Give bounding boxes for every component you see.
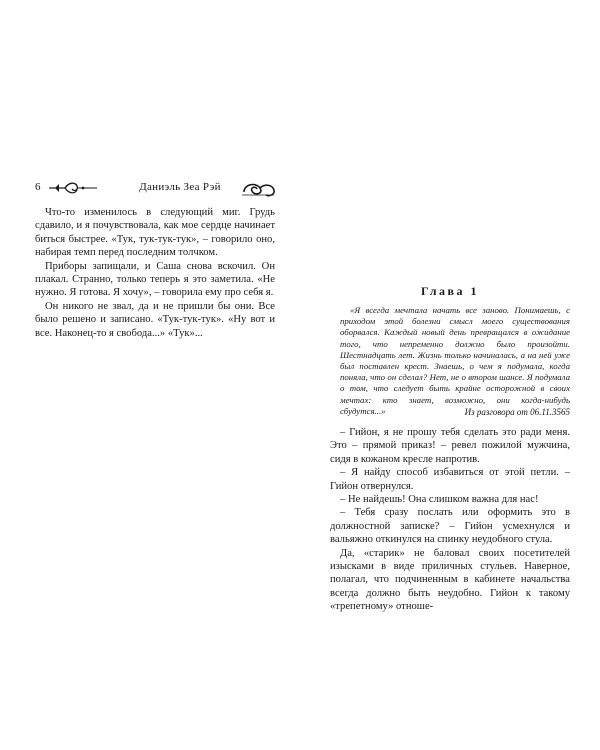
running-header-title: Даниэль Зеа Рэй bbox=[139, 181, 221, 193]
paragraph: – Тебя сразу послать или оформить это в должностной записке? – Гийон усмехнулся и вальяжно откинулся на спинку неудобного стула. bbox=[330, 507, 570, 546]
paragraph: Да, «старик» не баловал своих посетителей изысками в виде приличных стульев. Наверное, полагал, что подчиненным в кабинете начальства всегда должно быть неудобно. Гийон к такому «трепетному» отноше- bbox=[330, 547, 570, 613]
epigraph-source: Из разговора от 06.11.3565 bbox=[464, 407, 570, 417]
flourish-ornament-icon bbox=[47, 178, 99, 198]
chapter-heading: Глава 1 bbox=[421, 284, 479, 298]
paragraph: Приборы запищали, и Саша снова вскочил. Он плакал. Странно, только теперь я это заметила. «Не нужно. Я готова. Я хочу», – говорила ему про себя я. bbox=[35, 260, 275, 299]
paragraph: Что-то изменилось в следующий миг. Грудь сдавило, и я почувствовала, как мое сердце начинает биться быстрее. «Тук, тук-тук-тук», – говорило оно, набирая темп перед последним толчком. bbox=[35, 207, 275, 259]
right-body-text bbox=[330, 426, 570, 614]
page-number: 6 bbox=[35, 181, 41, 193]
running-header bbox=[35, 178, 275, 200]
right-page bbox=[300, 0, 600, 750]
paragraph: – Гийон, я не прошу тебя сделать это ради меня. Это – прямой приказ! – ревел пожилой мужчина, сидя в кожаном кресле напротив. bbox=[330, 427, 570, 465]
paragraph: Он никого не звал, да и не пришли бы они. Все было решено и записано. «Тук-тук-тук». «Ну вот и все. Наконец-то я свобода...» «Тук»... bbox=[35, 300, 275, 339]
epigraph bbox=[340, 305, 570, 417]
left-body-text bbox=[35, 206, 275, 340]
swirl-ornament-icon bbox=[240, 180, 276, 200]
paragraph: – Не найдешь! Она слишком важна для нас! bbox=[340, 494, 539, 506]
paragraph: – Я найду способ избавиться от этой петли. – Гийон отвернулся. bbox=[330, 467, 570, 492]
epigraph-text: «Я всегда мечтала начать все заново. Понимаешь, с приходом этой болезни смысл моего существования оборвался. Каждый новый день превращался в ожидание того, что непременно должно было произойти. Шестнадцать лет. Жизнь только начиналась, а на ней уже был поставлен крест. Знаешь, о чем я подумала, когда поняла, что он сделал? Нет, не о втором шансе. Я подумала о том, что следует быть крайне осторожной в своих мечтах: кто знает, возможно, они когда-нибудь сбудутся...» bbox=[340, 305, 570, 416]
